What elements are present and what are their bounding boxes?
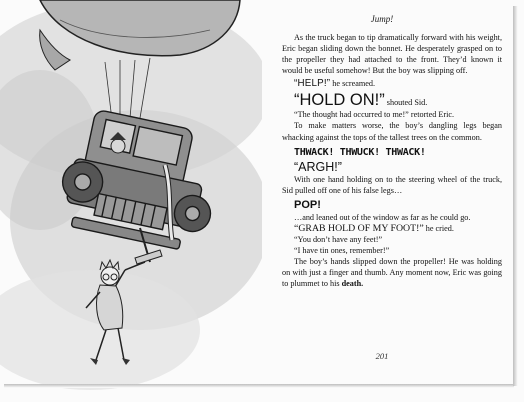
paragraph: To make matters worse, the boy’s dangling legs began whacking against the tops of the tallest trees on the common. (282, 121, 502, 142)
paragraph: …and leaned out of the window as far as he could go. (294, 212, 471, 222)
dialogue-tag: he screamed. (330, 79, 376, 89)
sound-effect-pop: POP! (294, 198, 321, 211)
paragraph: “I have tin ones, remember!” (294, 246, 390, 256)
shout-help: “HELP!” (294, 78, 331, 90)
dialogue-line (294, 76, 502, 92)
paragraph (282, 256, 502, 289)
dialogue-tag: he cried. (423, 223, 454, 233)
shout-grab-hold: “GRAB HOLD OF MY FOOT!” (294, 222, 424, 234)
dialogue-line (294, 223, 502, 234)
page-number: 201 (375, 351, 389, 361)
dialogue-line (294, 92, 502, 109)
paragraph: “The thought had occurred to me!” retorted Eric. (294, 110, 455, 120)
emphasis-death: death. (341, 279, 364, 289)
text-page (262, 0, 514, 402)
shout-hold-on: “HOLD ON!” (294, 91, 385, 110)
paragraph-text: The boy’s hands slipped down the propeller! He was holding on with just a finger and thumb. Any moment now, Eric was going to plummet to his (282, 257, 502, 289)
page-shadow-right (513, 6, 518, 386)
paragraph: With one hand holding on to the steering wheel of the truck, Sid pulled off one of his false legs… (282, 174, 502, 195)
running-head: Jump! (370, 14, 394, 24)
page-shadow-bottom (4, 384, 514, 388)
sound-effect: THWACK! THWUCK! THWACK! (294, 146, 426, 158)
paragraph: As the truck began to tip dramatically forward with his weight, Eric began sliding down the bonnet. He desperately grasped on to the propeller they had attached to the front. They’d known it would be useful somehow! But the boy was slipping off. (282, 33, 502, 76)
dialogue-tag: shouted Sid. (384, 98, 428, 108)
page-body (282, 32, 502, 290)
paragraph: “You don’t have any feet!” (294, 235, 383, 245)
shout-argh: “ARGH!” (294, 159, 342, 174)
